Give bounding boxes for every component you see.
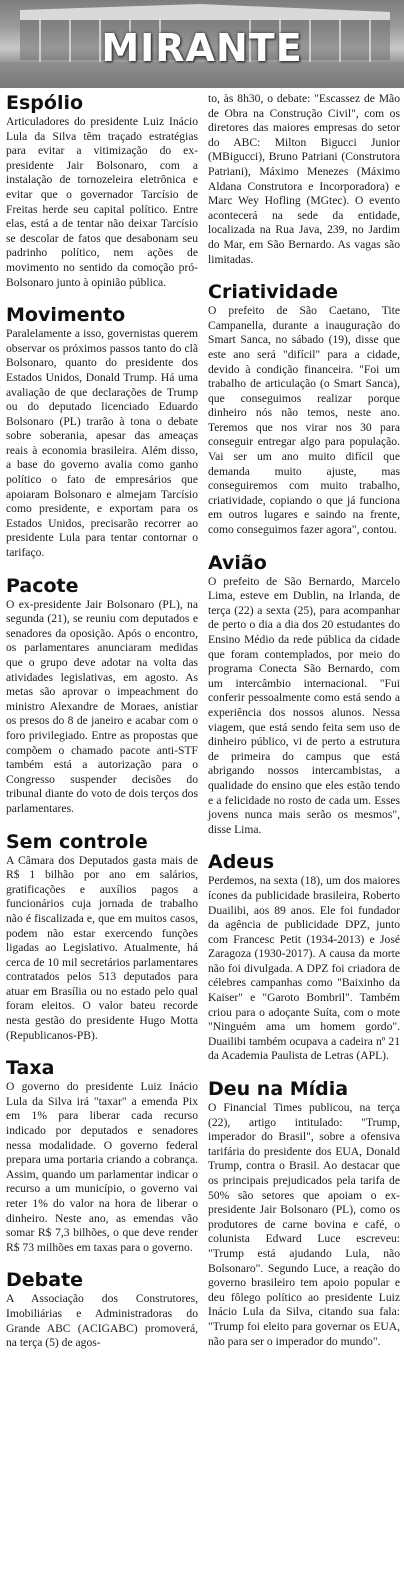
- column-title: MIRANTE: [101, 26, 303, 70]
- article-pacote: [6, 575, 198, 817]
- article-body: A Associação dos Construtores, Imobiliárias e Administradoras do Grande ABC (ACIGABC) promoverá, na terça (5) de agos-: [6, 1292, 198, 1350]
- article-debate-continued: [208, 92, 400, 267]
- article-body: Perdemos, na sexta (18), um dos maiores ícones da publicidade brasileira, Roberto Duailibi, aos 89 anos. Ele foi fundador da agência de publicidade DPZ, junto com Francesc Petit (1934-2013) e José Zaragoza (1930-2017). A causa da morte não foi divulgada. A DPZ foi criadora de célebres campanhas como "Baixinho da Kaiser" e "Garoto Bombril". Também criou para o adoçante Suíta, com o mote "Ninguém ama um homem gordo". Duailibi também ocupava a cadeira nº 21 da Academia Paulista de Letras (APL).: [208, 874, 400, 1063]
- article-heading: Sem controle: [6, 830, 148, 853]
- article-body: A Câmara dos Deputados gasta mais de R$ 1 bilhão por ano em salários, gratificações e auxílios pagos a funcionários cuja jornada de trabalho não é fiscalizada e, que em muitos casos, podem não estar exercendo funções ligadas ao Legislativo. Atualmente, há cerca de 10 mil secretários parlamentares contratados pelos 513 deputados para atuar em Brasília ou no estado pelo qual foram eleitos. O valor bateu recorde nesta gestão do presidente Hugo Motta (Republicanos-PB).: [6, 853, 198, 1042]
- article-body: Paralelamente a isso, governistas querem observar os próximos passos tanto do clã Bolsonaro, quanto do presidente dos Estados Unidos, Donald Trump. Há uma avaliação de que declarações de Trump ou do deputado licenciado Eduardo Bolsonaro (PL) trarão à tona o debate sobre soberania, apesar das ameaças reais à economia brasileira. Além disso, a base do governo avalia como ganho político o fato de empresários que apoiaram Bolsonaro e almejam Tarcísio como presidente, e exportam para os Estados Unidos, precisarão recorrer ao presidente Lula para tentar contornar o tarifaço.: [6, 327, 198, 560]
- article-heading: Pacote: [6, 574, 79, 597]
- article-heading: Deu na Mídia: [208, 1078, 349, 1101]
- article-heading: Adeus: [208, 851, 275, 874]
- article-body: O governo do presidente Luiz Inácio Lula da Silva irá "taxar" a emenda Pix em 1% para liberar cada recurso indicado por deputados e senadores nessa modalidade. O governo federal prepara uma portaria criando a cobrança. Assim, quando um parlamentar indicar o recurso a um município, o governo vai reter 1% do valor na hora de liberar o dinheiro. Neste ano, as emendas vão somar R$ 7,3 bilhões, o que deve render R$ 73 milhões em taxas para o governo.: [6, 1080, 198, 1254]
- article-heading: Espólio: [6, 92, 84, 114]
- article-body: O ex-presidente Jair Bolsonaro (PL), na segunda (21), se reuniu com deputados e senadores da oposição. Após o encontro, os parlamentares anunciaram medidas que o grupo deve adotar na volta das atividades legislativas, em agosto. As metas são aprovar o impeachment do ministro Alexandre de Moraes, anistiar os presos do 8 de janeiro e acabar com o foro privilegiado. Entre as propostas que compõem o chamado pacote anti-STF também está a autorização para o Congresso suspender decisões do tribunal diante do voto de dois terços dos parlamentares.: [6, 597, 198, 815]
- article-adeus: [208, 851, 400, 1064]
- article-debate: [6, 1269, 198, 1350]
- article-body: O Financial Times publicou, na terça (22), artigo intitulado: "Trump, imperador do Brasil", sobre a ofensiva tarifária do presidente dos EUA, Donald Trump, contra o Brasil. Ao destacar que os principais prejudicados pela tarifa de 50% são setores que apoiam o ex-presidente Jair Bolsonaro (PL), como os produtores de carne bovina e café, o colunista Edward Luce escreveu: "Trump está ajudando Lula, não Bolsonaro". Segundo Luce, a reação do governo brasileiro tem apoio popular e deu fôlego político ao presidente Luiz Inácio Lula da Silva, citando sua fala: "Trump foi eleito para governar os EUA, não para ser o imperador do mundo".: [208, 1101, 400, 1348]
- article-body: to, às 8h30, o debate: "Escassez de Mão de Obra na Construção Civil", com os diretores das maiores empresas do setor do ABC: Milton Bigucci Junior (MBigucci), Bruno Patriani (Construtora Patriani), Máximo Menezes (Máximo Aldana Construtora e Incorporadora) e Marc Wey Hofling (MGtec). O evento acontecerá na sede da entidade, localizada na Rua Java, 239, no Jardim do Mar, em São Bernardo. As vagas são limitadas.: [208, 92, 400, 266]
- article-heading: Criatividade: [208, 281, 339, 304]
- article-aviao: [208, 552, 400, 838]
- right-column: [208, 92, 400, 1363]
- article-body: O prefeito de São Bernardo, Marcelo Lima, esteve em Dublin, na Irlanda, de terça (22) a sexta (25), para acompanhar de perto o dia a dia dos 20 estudantes do Ensino Médio da rede pública da cidade que foram contemplados, por meio do programa Conecta São Bernardo, com um intercâmbio internacional. "Fui conferir pessoalmente como está sendo a experiência dos nossos alunos. Nessa viagem, que está sendo feita sem uso de dinheiro público, vi de perto a estrutura de primeira do campus que está abrigando nossos intercambistas, a qualidade do ensino que eles estão tendo e a felicidade no rosto de cada um. Esses jovens nunca mais serão os mesmos", disse Lima.: [208, 574, 400, 836]
- article-heading: Taxa: [6, 1057, 55, 1080]
- article-deu-na-midia: [208, 1078, 400, 1349]
- left-column: [6, 92, 198, 1365]
- article-movimento: [6, 304, 198, 561]
- article-heading: Debate: [6, 1269, 84, 1292]
- article-body: Articuladores do presidente Luiz Inácio Lula da Silva têm traçado estratégias para evitar a vitimização do ex-presidente Jair Bolsonaro, com a instalação de tornozeleira eletrônica e evitar que o governador Tarcísio de Freitas herde seu capital político. Entre elas, está a de tentar não deixar Tarcísio se descolar de fatos que desabonam seu padrinho político, nem ações de movimento no sentido da comoção pró-Bolsonaro junto à opinião pública.: [6, 115, 198, 289]
- article-taxa: [6, 1057, 198, 1255]
- article-criatividade: [208, 281, 400, 538]
- article-body: O prefeito de São Caetano, Tite Campanella, durante a inauguração do Smart Sanca, no sábado (19), disse que este ano será "difícil" para a cidade, devido à condição financeira. "Foi um trabalho de articulação (o Smart Sanca), que conseguimos realizar porque dinheiro nós não temos, neste ano. Teremos que nos virar nos 30 para conseguir entregar algo para população. Vai ser um ano muito difícil que demanda muito ajuste, mas conseguiremos com muito trabalho, criatividade, copiando o que já funciona em outros lugares e saindo na frente, como conseguimos fazer agora", contou.: [208, 304, 400, 537]
- article-espolio: [6, 92, 198, 290]
- column-banner: [0, 0, 404, 88]
- article-sem-controle: [6, 831, 198, 1044]
- article-heading: Movimento: [6, 304, 126, 327]
- article-heading: Avião: [208, 551, 267, 574]
